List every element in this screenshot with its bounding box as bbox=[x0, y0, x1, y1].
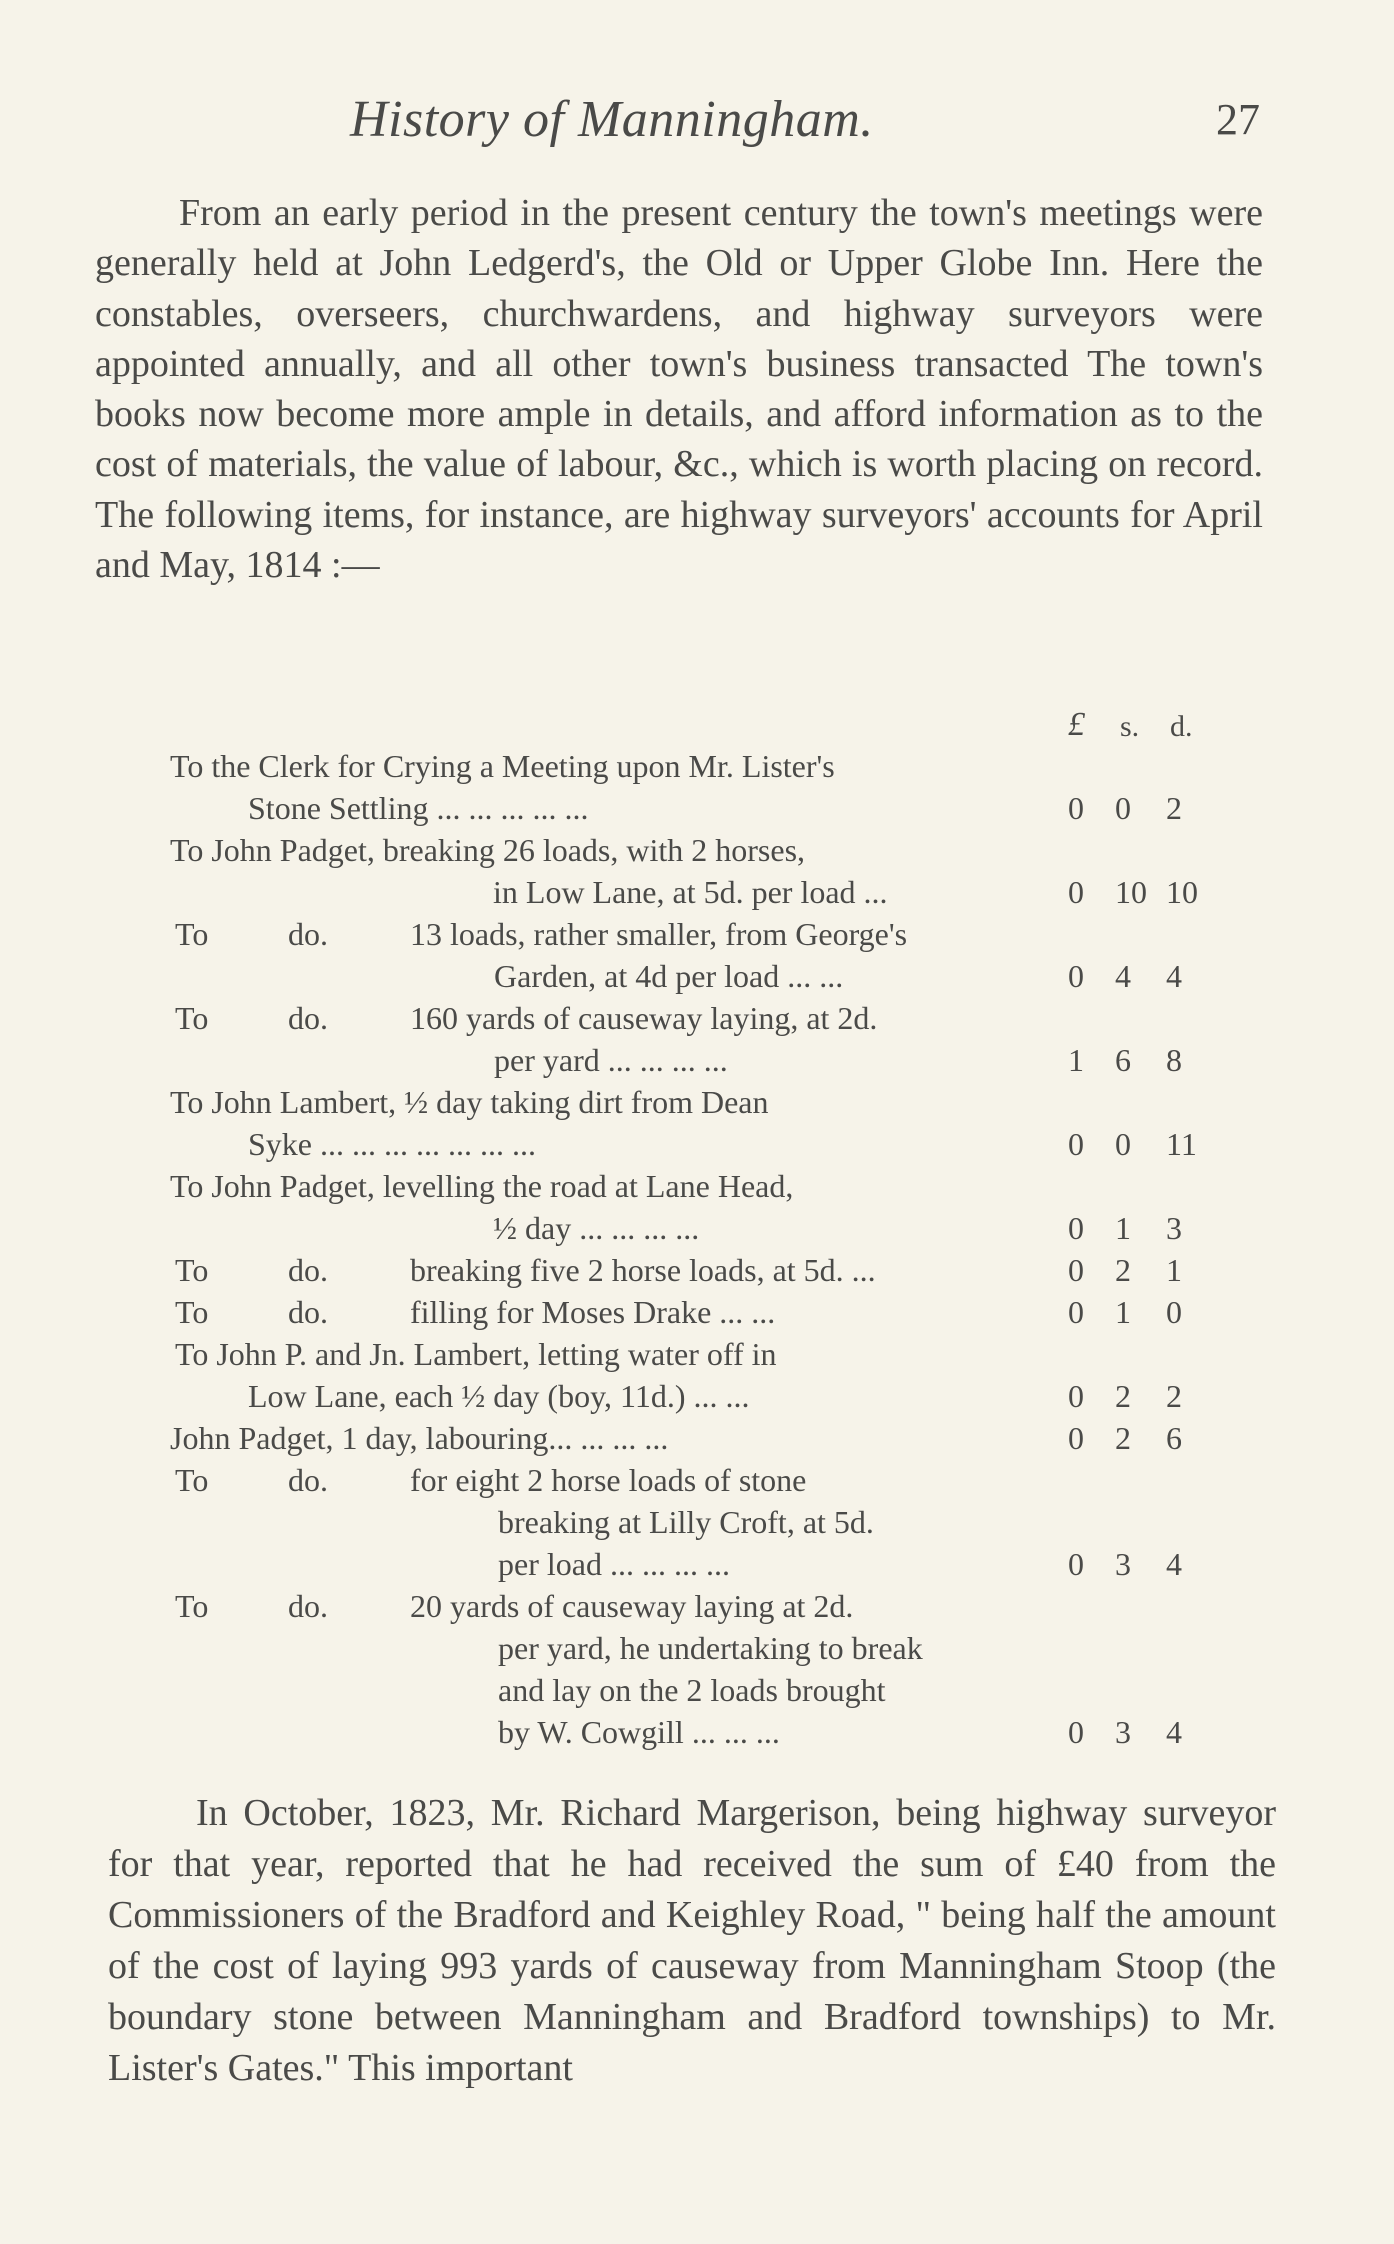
amount-pounds: 1 bbox=[1068, 1042, 1084, 1078]
amount-shillings: 0 bbox=[1115, 790, 1131, 826]
entry-line: 160 yards of causeway laying, at 2d. bbox=[410, 1000, 878, 1036]
amount-pounds: 0 bbox=[1068, 1420, 1084, 1456]
accounts-column-headers bbox=[170, 706, 1210, 750]
amount-pounds: 0 bbox=[1068, 874, 1084, 910]
entry-line: Garden, at 4d per load ... ... bbox=[494, 958, 844, 994]
amount-pence: 11 bbox=[1166, 1126, 1197, 1162]
entry-line: breaking at Lilly Croft, at 5d. bbox=[498, 1504, 874, 1540]
entry-line: by W. Cowgill ... ... ... bbox=[498, 1714, 780, 1750]
amount-pence: 3 bbox=[1166, 1210, 1182, 1246]
amount-pence: 0 bbox=[1166, 1294, 1182, 1330]
amount-shillings: 0 bbox=[1115, 1126, 1131, 1162]
amount-shillings: 2 bbox=[1115, 1252, 1131, 1288]
page-number: 27 bbox=[1216, 95, 1260, 144]
amount-pence: 4 bbox=[1166, 1546, 1182, 1582]
entry-line: do. bbox=[288, 1252, 328, 1288]
entry-line: Syke ... ... ... ... ... ... ... bbox=[248, 1126, 536, 1162]
amount-shillings: 6 bbox=[1115, 1042, 1131, 1078]
amount-shillings: 3 bbox=[1115, 1546, 1131, 1582]
entry-line: To bbox=[175, 1000, 209, 1036]
entry-line: To bbox=[175, 1252, 209, 1288]
amount-shillings: 10 bbox=[1115, 874, 1147, 910]
entry-line: To bbox=[175, 1294, 209, 1330]
entry-line: filling for Moses Drake ... ... bbox=[410, 1294, 776, 1330]
entry-line: To bbox=[175, 1588, 209, 1624]
entry-line: To John Lambert, ½ day taking dirt from Dean bbox=[170, 1084, 769, 1120]
entry-line: To bbox=[175, 916, 209, 952]
entry-line: ½ day ... ... ... ... bbox=[493, 1210, 700, 1246]
entry-line: do. bbox=[288, 1000, 328, 1036]
amount-shillings: 1 bbox=[1115, 1294, 1131, 1330]
header-shillings: s. bbox=[1120, 710, 1140, 743]
entry-line: breaking five 2 horse loads, at 5d. ... bbox=[410, 1252, 876, 1288]
header-pounds: £ bbox=[1068, 706, 1085, 743]
entry-line: for eight 2 horse loads of stone bbox=[410, 1462, 807, 1498]
entry-line: do. bbox=[288, 1294, 328, 1330]
entry-line: per yard ... ... ... ... bbox=[494, 1042, 728, 1078]
entry-line: and lay on the 2 loads brought bbox=[498, 1672, 886, 1708]
entry-line: 20 yards of causeway laying at 2d. bbox=[410, 1588, 854, 1624]
amount-pence: 6 bbox=[1166, 1420, 1182, 1456]
entry-line: To John Padget, breaking 26 loads, with 2 horses, bbox=[170, 832, 806, 868]
entry-line: Low Lane, each ½ day (boy, 11d.) ... ... bbox=[248, 1378, 750, 1414]
amount-shillings: 4 bbox=[1115, 958, 1131, 994]
amount-shillings: 2 bbox=[1115, 1420, 1131, 1456]
amount-shillings: 1 bbox=[1115, 1210, 1131, 1246]
running-title: History of Manningham. bbox=[350, 91, 874, 148]
paragraph-october-1823: In October, 1823, Mr. Richard Margerison, being highway surveyor for that year, reported that he had received the sum of £40 from the Commissioners of the Bradford and Keighley Road, " being half the amount of the cost of laying 993 yards of causeway from Manningham Stoop (the boundary stone between Manningham and Bradford townships) to Mr. Lister's Gates." This important bbox=[108, 1792, 1276, 2089]
amount-shillings: 2 bbox=[1115, 1378, 1131, 1414]
amount-pence: 4 bbox=[1166, 958, 1182, 994]
entry-line: do. bbox=[288, 1462, 328, 1498]
entry-line: per yard, he undertaking to break bbox=[498, 1630, 923, 1666]
header-pence: d. bbox=[1170, 710, 1193, 743]
amount-pence: 1 bbox=[1166, 1252, 1182, 1288]
entry-line: To John Padget, levelling the road at Lane Head, bbox=[170, 1168, 794, 1204]
amount-pence: 4 bbox=[1166, 1714, 1182, 1750]
entry-line: per load ... ... ... ... bbox=[498, 1546, 730, 1582]
amount-pounds: 0 bbox=[1068, 1378, 1084, 1414]
amount-pence: 2 bbox=[1166, 1378, 1182, 1414]
entry-line: do. bbox=[288, 1588, 328, 1624]
amount-pence: 10 bbox=[1166, 874, 1198, 910]
entry-line: To bbox=[175, 1462, 209, 1498]
amount-pounds: 0 bbox=[1068, 958, 1084, 994]
amount-pounds: 0 bbox=[1068, 790, 1084, 826]
amount-pounds: 0 bbox=[1068, 1546, 1084, 1582]
amount-pence: 8 bbox=[1166, 1042, 1182, 1078]
amount-pounds: 0 bbox=[1068, 1294, 1084, 1330]
entry-line: Stone Settling ... ... ... ... ... bbox=[248, 790, 589, 826]
paragraph-intro: From an early period in the present century the town's meetings were generally held at John Ledgerd's, the Old or Upper Globe Inn. Here the constables, overseers, churchwardens, and highway surveyors were appointed annually, and all other town's business transacted The town's books now become more ample in details, and afford information as to the cost of materials, the value of labour, &c., which is worth placing on record. The following items, for instance, are highway surveyors' accounts for April and May, 1814 :— bbox=[95, 192, 1263, 587]
amount-pence: 2 bbox=[1166, 790, 1182, 826]
amount-pounds: 0 bbox=[1068, 1126, 1084, 1162]
entry-line: To the Clerk for Crying a Meeting upon Mr. Lister's bbox=[170, 748, 835, 784]
amount-pounds: 0 bbox=[1068, 1210, 1084, 1246]
amount-shillings: 3 bbox=[1115, 1714, 1131, 1750]
entry-line: John Padget, 1 day, labouring... ... ... ... bbox=[170, 1420, 669, 1456]
entry-line: 13 loads, rather smaller, from George's bbox=[410, 916, 908, 952]
amount-pounds: 0 bbox=[1068, 1714, 1084, 1750]
entry-line: do. bbox=[288, 916, 328, 952]
entry-line: To John P. and Jn. Lambert, letting water off in bbox=[175, 1336, 777, 1372]
entry-line: in Low Lane, at 5d. per load ... bbox=[493, 874, 888, 910]
amount-pounds: 0 bbox=[1068, 1252, 1084, 1288]
running-head bbox=[340, 90, 1260, 150]
